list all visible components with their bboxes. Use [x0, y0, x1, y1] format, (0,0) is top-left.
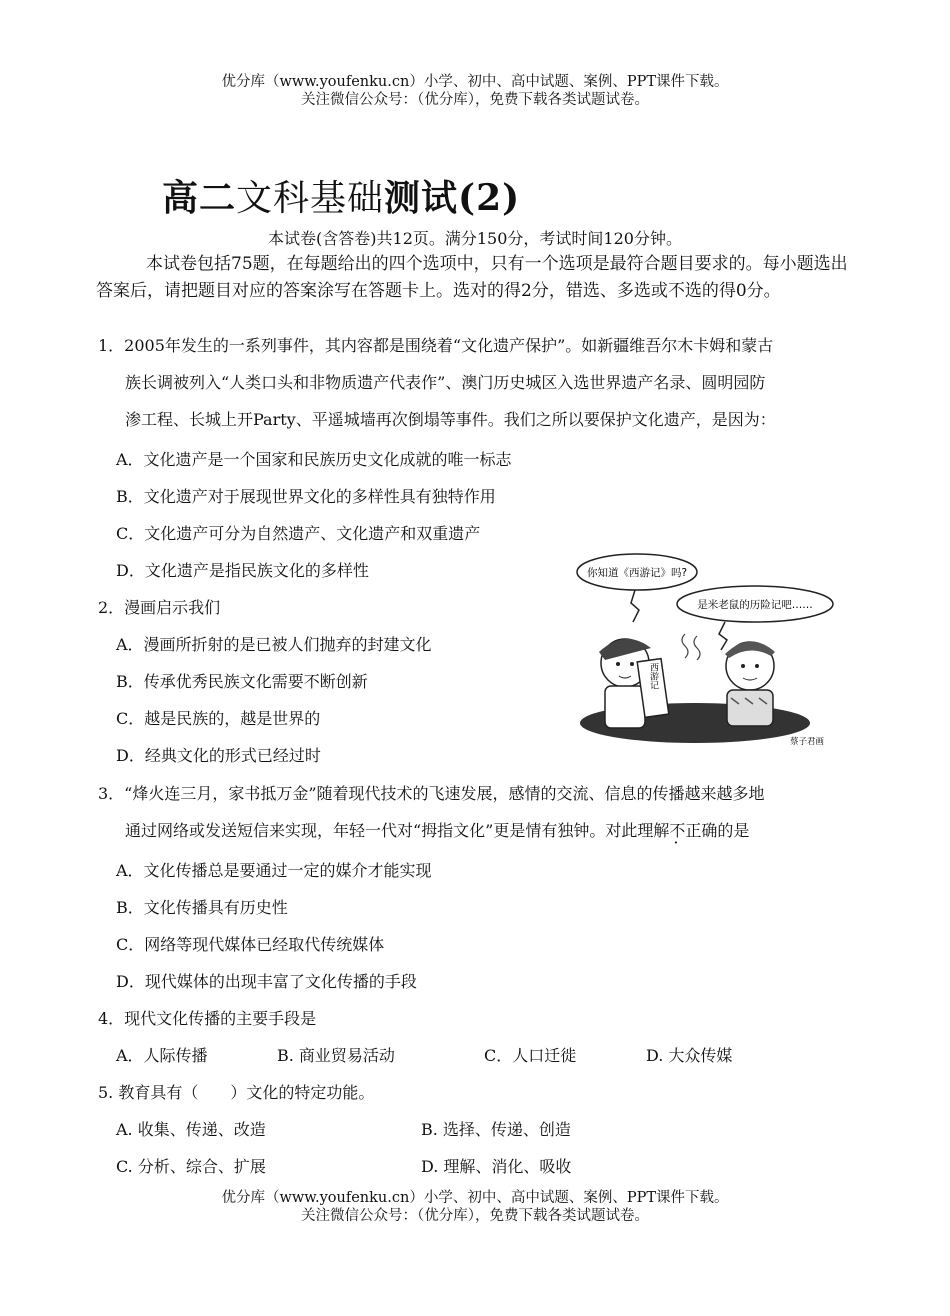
left-character-eye: [616, 662, 620, 666]
speech-tail-1: [631, 590, 639, 622]
q2-option-c: C．越是民族的，越是世界的: [116, 709, 321, 728]
swirl-decoration: [694, 636, 700, 660]
title-part-2: 文科基础: [236, 178, 385, 219]
q5-option-d: D. 理解、消化、吸收: [421, 1157, 572, 1176]
instructions-text: 本试卷包括75题，在每题给出的四个选项中，只有一个选项是最符合题目要求的。每小题选出答案后，请把题目对应的答案涂写在答题卡上。选对的得2分，错选、多选或不选的得0分。: [96, 254, 848, 301]
book-title: 西游记: [648, 662, 658, 690]
header-line-2: 关注微信公众号：（优分库），免费下载各类试题试卷。: [301, 92, 649, 108]
right-character-body: [727, 690, 773, 726]
cartoon-illustration: [575, 548, 840, 748]
footer-line-2: 关注微信公众号：（优分库），免费下载各类试题试卷。: [301, 1208, 649, 1224]
footer-line-1: 优分库（www.youfenku.cn）小学、初中、高中试题、案例、PPT课件下载。: [221, 1190, 729, 1206]
speech-bubble-1-text: 你知道《西游记》吗?: [586, 567, 688, 579]
q1-stem-line-1: 1．2005年发生的一系列事件，其内容都是围绕着“文化遗产保护”。如新疆维吾尔木卡姆和蒙古: [98, 336, 774, 355]
q5-option-b: B. 选择、传递、创造: [421, 1120, 571, 1139]
right-character-eye: [741, 664, 745, 668]
q2-option-b: B．传承优秀民族文化需要不断创新: [116, 672, 368, 691]
q4-option-c: C．人口迁徙: [484, 1046, 577, 1065]
swirl-decoration: [682, 634, 688, 658]
q1-option-b: B．文化遗产对于展现世界文化的多样性具有独特作用: [116, 487, 496, 506]
q3-stem-line-2-text: 通过网络或发送短信来实现，年轻一代对“拇指文化”更是情有独钟。对此理解: [125, 821, 670, 840]
q3-stem-line-1: 3．“烽火连三月，家书抵万金”随着现代技术的飞速发展，感情的交流、信息的传播越来越多地: [98, 784, 765, 803]
q4-stem: 4．现代文化传播的主要手段是: [98, 1009, 317, 1028]
exam-info: 本试卷(含答卷)共12页。满分150分，考试时间120分钟。: [268, 229, 682, 248]
q4-option-a: A．人际传播: [116, 1046, 208, 1065]
q3-option-a: A．文化传播总是要通过一定的媒介才能实现: [116, 861, 432, 880]
q3-stem-line-2: [125, 818, 749, 841]
speech-tail-2: [719, 622, 727, 650]
instructions: [96, 251, 856, 305]
speech-bubble-2-text: 是米老鼠的历险记吧……: [697, 599, 813, 611]
left-character-eye: [630, 662, 634, 666]
q1-stem-line-3: 渗工程、长城上开Party、平遥城墙再次倒塌等事件。我们之所以要保护文化遗产，是因为：: [125, 410, 776, 429]
page-title: [162, 170, 520, 221]
q1-option-c: C．文化遗产可分为自然遗产、文化遗产和双重遗产: [116, 524, 481, 543]
q5-stem: 5. 教育具有（ ）文化的特定功能。: [98, 1083, 375, 1102]
q2-option-a: A．漫画所折射的是已被人们抛弃的封建文化: [116, 635, 432, 654]
title-part-3: 测试(2): [384, 177, 521, 219]
cartoon-credit: 蔡子君画: [789, 737, 825, 747]
q4-option-d: D. 大众传媒: [646, 1046, 733, 1065]
q1-stem-line-2: 族长调被列入“人类口头和非物质遗产代表作”、澳门历史城区入选世界遗产名录、圆明园防: [125, 373, 766, 392]
q5-option-c: C. 分析、综合、扩展: [116, 1157, 266, 1176]
q1-option-a: A．文化遗产是一个国家和民族历史文化成就的唯一标志: [116, 450, 512, 469]
right-character-eye: [755, 664, 759, 668]
q3-option-b: B．文化传播具有历史性: [116, 898, 288, 917]
q4-option-b: B. 商业贸易活动: [277, 1046, 395, 1065]
left-character-body: [605, 686, 645, 728]
q2-option-d: D．经典文化的形式已经过时: [116, 746, 321, 765]
q5-option-a: A. 收集、传递、改造: [116, 1120, 266, 1139]
q1-option-d: D．文化遗产是指民族文化的多样性: [116, 561, 369, 580]
q3-option-c: C．网络等现代媒体已经取代传统媒体: [116, 935, 385, 954]
q3-stem-line-2-end: 正确的是: [685, 821, 750, 840]
title-part-1: 高二: [162, 177, 237, 219]
q3-emphasis-not: 不: [669, 821, 686, 840]
header-line-1: 优分库（www.youfenku.cn）小学、初中、高中试题、案例、PPT课件下载。: [221, 74, 729, 90]
q2-stem: 2．漫画启示我们: [98, 598, 221, 617]
q3-option-d: D．现代媒体的出现丰富了文化传播的手段: [116, 972, 417, 991]
